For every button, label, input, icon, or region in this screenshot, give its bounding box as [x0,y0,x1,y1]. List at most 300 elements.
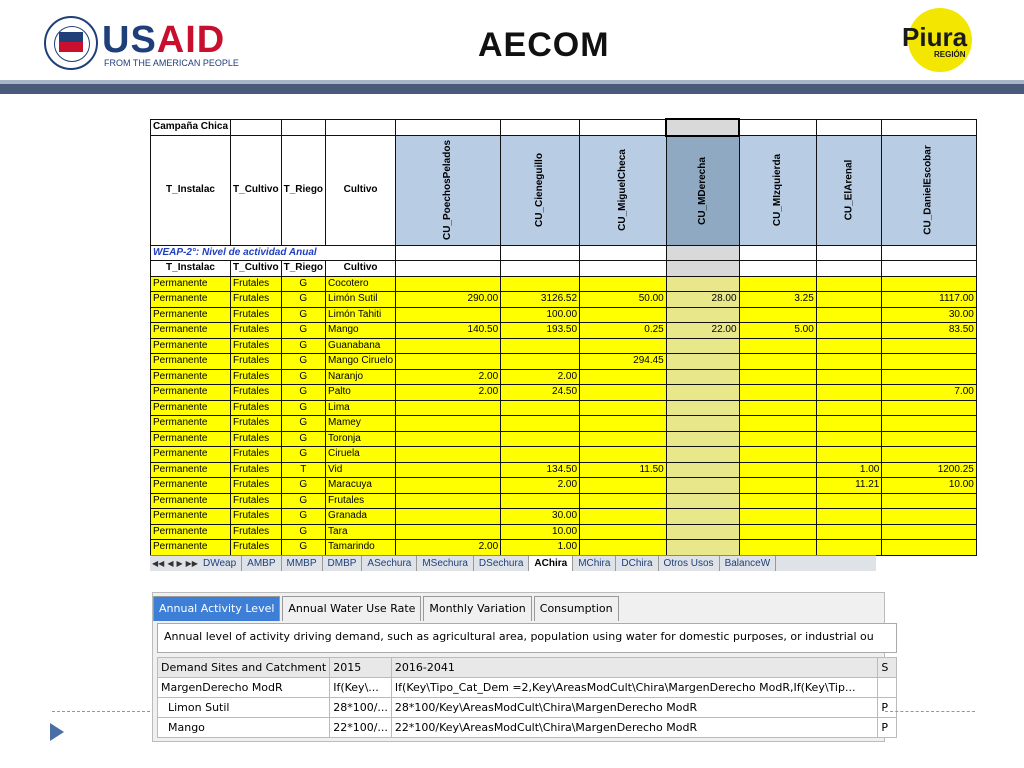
value-cell[interactable]: 83.50 [882,323,976,339]
value-cell[interactable] [816,524,882,540]
cell[interactable] [231,119,282,136]
value-cell[interactable] [739,307,816,323]
value-cell[interactable]: 2.00 [501,369,580,385]
crop-cell[interactable]: Guanabana [326,338,396,354]
value-cell[interactable] [396,462,501,478]
crop-cell[interactable]: Frutales [231,276,282,292]
crop-cell[interactable]: Frutales [231,462,282,478]
crop-row [151,416,977,432]
sheet-tab[interactable]: AMBP [242,556,281,571]
header-t-cultivo[interactable]: T_Cultivo [231,136,282,246]
crop-cell[interactable]: Mango Ciruelo [326,354,396,370]
header-cu-mderecha-label: CU_MDerecha [696,156,708,225]
crop-cell[interactable]: Frutales [231,509,282,525]
value-cell[interactable] [580,416,667,432]
crop-cell[interactable]: Frutales [231,416,282,432]
value-cell[interactable] [396,416,501,432]
value-cell[interactable]: 10.00 [501,524,580,540]
weap-grid-cell[interactable]: Mango [158,718,330,738]
crop-cell[interactable]: Frutales [231,431,282,447]
subheader-cultivo[interactable]: Cultivo [326,261,396,277]
crop-cell[interactable]: Permanente [151,447,231,463]
cell[interactable] [739,119,816,136]
value-cell[interactable] [882,509,976,525]
sheet-tab[interactable]: DSechura [474,556,529,571]
crop-cell[interactable]: G [281,369,325,385]
crop-cell[interactable]: Permanente [151,540,231,556]
cell[interactable] [816,119,882,136]
first-tab-icon[interactable]: ◀◀ [152,559,165,568]
value-cell[interactable]: 0.25 [580,323,667,339]
crop-cell[interactable]: Permanente [151,369,231,385]
value-cell[interactable] [396,431,501,447]
value-cell[interactable] [666,524,739,540]
crop-cell[interactable]: Permanente [151,292,231,308]
crop-cell[interactable]: Frutales [326,493,396,509]
weap-grid-cell[interactable]: If(Key\Tipo_Cat_Dem =2,Key\AreasModCult\Chira\MargenDerecho ModR,If(Key\Tip... [391,678,877,698]
sheet-tab[interactable]: BalanceW [720,556,777,571]
cell[interactable] [396,261,501,277]
value-cell[interactable] [816,493,882,509]
crop-cell[interactable]: Tara [326,524,396,540]
crop-cell[interactable]: Permanente [151,524,231,540]
value-cell[interactable]: 100.00 [501,307,580,323]
header-cu-miguelcheca-label: CU_MiguelCheca [616,149,628,232]
value-cell[interactable] [501,431,580,447]
cell[interactable] [281,119,325,136]
weap-grid-header-cell[interactable]: 2016-2041 [391,658,877,678]
sheet-tabs-bar [150,555,876,571]
value-cell[interactable]: 22.00 [666,323,739,339]
crop-cell[interactable]: Frutales [231,524,282,540]
weap-grid-header-cell[interactable]: S [878,658,897,678]
value-cell[interactable] [739,478,816,494]
value-cell[interactable] [739,447,816,463]
value-cell[interactable] [580,338,667,354]
header-cu-poechos[interactable] [396,136,501,246]
crop-cell[interactable]: Frutales [231,447,282,463]
weap-tab[interactable]: Monthly Variation [423,596,531,621]
crop-cell[interactable]: G [281,307,325,323]
value-cell[interactable]: 134.50 [501,462,580,478]
value-cell[interactable] [816,540,882,556]
weap-grid-cell[interactable]: 28*100/... [330,698,392,718]
crop-cell[interactable]: Ciruela [326,447,396,463]
crop-cell[interactable]: Permanente [151,276,231,292]
header-t-riego[interactable]: T_Riego [281,136,325,246]
crop-row [151,478,977,494]
crop-cell[interactable]: G [281,447,325,463]
value-cell[interactable] [396,400,501,416]
value-cell[interactable]: 290.00 [396,292,501,308]
value-cell[interactable] [882,493,976,509]
sheet-tab[interactable]: ASechura [362,556,417,571]
crop-cell[interactable]: Frutales [231,307,282,323]
value-cell[interactable] [396,338,501,354]
crop-cell[interactable]: G [281,276,325,292]
value-cell[interactable] [666,462,739,478]
weap-grid [157,657,897,738]
cell[interactable] [396,245,501,261]
crop-row [151,338,977,354]
crop-cell[interactable]: G [281,416,325,432]
value-cell[interactable] [882,447,976,463]
value-cell[interactable] [396,276,501,292]
crop-cell[interactable]: Frutales [231,354,282,370]
value-cell[interactable]: 140.50 [396,323,501,339]
cell[interactable] [666,245,739,261]
value-cell[interactable] [882,338,976,354]
weap-tab[interactable]: Annual Water Use Rate [282,596,421,621]
sheet-tab[interactable]: DMBP [323,556,363,571]
crop-cell[interactable]: G [281,323,325,339]
weap-grid-cell[interactable]: P [878,698,897,718]
value-cell[interactable] [501,354,580,370]
sheet-tab[interactable]: DChira [616,556,658,571]
weap-grid-cell[interactable]: 28*100/Key\AreasModCult\Chira\MargenDerecho ModR [391,698,877,718]
value-cell[interactable] [580,493,667,509]
value-cell[interactable] [580,431,667,447]
value-cell[interactable] [739,354,816,370]
crop-cell[interactable]: G [281,509,325,525]
value-cell[interactable] [666,369,739,385]
weap-grid-cell[interactable] [878,678,897,698]
header-cultivo[interactable]: Cultivo [326,136,396,246]
weap-tabs [153,593,621,621]
cell[interactable] [739,261,816,277]
value-cell[interactable]: 24.50 [501,385,580,401]
value-cell[interactable] [666,416,739,432]
value-cell[interactable] [580,478,667,494]
value-cell[interactable] [739,509,816,525]
crop-row [151,400,977,416]
weap-rows [158,658,897,738]
value-cell[interactable] [580,524,667,540]
value-cell[interactable] [882,276,976,292]
crop-cell[interactable]: Frutales [231,323,282,339]
value-cell[interactable] [816,292,882,308]
crop-cell[interactable]: G [281,400,325,416]
header-cu-danielescobar[interactable] [882,136,976,246]
spreadsheet[interactable] [150,118,974,570]
header-cu-cieneguillo-label: CU_Cieneguillo [534,153,546,228]
crop-cell[interactable]: Permanente [151,385,231,401]
value-cell[interactable]: 28.00 [666,292,739,308]
cell[interactable] [396,119,501,136]
weap-grid-row [158,698,897,718]
value-cell[interactable] [396,509,501,525]
value-cell[interactable]: 1.00 [501,540,580,556]
value-cell[interactable] [666,431,739,447]
crop-cell[interactable]: G [281,292,325,308]
crop-cell[interactable]: Permanente [151,338,231,354]
value-cell[interactable] [816,385,882,401]
value-cell[interactable] [580,447,667,463]
crop-cell[interactable]: G [281,493,325,509]
weap-grid-cell[interactable]: MargenDerecho ModR [158,678,330,698]
crop-cell[interactable]: G [281,524,325,540]
crop-cell[interactable]: Toronja [326,431,396,447]
value-cell[interactable] [666,400,739,416]
value-cell[interactable]: 10.00 [882,478,976,494]
piura-word: Piura [902,22,968,52]
value-cell[interactable] [666,509,739,525]
weap-tab[interactable]: Annual Activity Level [153,596,280,621]
sheet-tab[interactable]: DWeap [198,556,242,571]
weap-grid-cell[interactable]: P [878,718,897,738]
crop-cell[interactable]: Permanente [151,416,231,432]
crop-cell[interactable]: Cocotero [326,276,396,292]
crop-row [151,292,977,308]
value-cell[interactable]: 11.21 [816,478,882,494]
weap-grid-header-cell[interactable]: Demand Sites and Catchment [158,658,330,678]
value-cell[interactable] [501,416,580,432]
value-cell[interactable] [396,478,501,494]
usaid-us: US [102,19,157,61]
sheet-tab[interactable]: MSechura [417,556,474,571]
crop-cell[interactable]: Limón Tahiti [326,307,396,323]
crop-cell[interactable]: Naranjo [326,369,396,385]
value-cell[interactable] [816,354,882,370]
crop-cell[interactable]: Permanente [151,493,231,509]
header-cu-miguelcheca[interactable] [580,136,667,246]
crop-cell[interactable]: Permanente [151,354,231,370]
crop-cell[interactable]: Lima [326,400,396,416]
value-cell[interactable] [580,509,667,525]
value-cell[interactable]: 294.45 [580,354,667,370]
cell[interactable] [580,245,667,261]
footer-dashed-line-right [885,711,975,712]
crop-cell[interactable]: Frutales [231,478,282,494]
crop-row [151,431,977,447]
value-cell[interactable] [666,338,739,354]
value-cell[interactable] [739,385,816,401]
header-cu-cieneguillo[interactable] [501,136,580,246]
weap-expression-table [157,657,897,738]
crop-cell[interactable]: Tamarindo [326,540,396,556]
value-cell[interactable] [739,462,816,478]
value-cell[interactable] [882,400,976,416]
crop-cell[interactable]: Permanente [151,400,231,416]
crop-cell[interactable]: Permanente [151,323,231,339]
crop-cell[interactable]: G [281,540,325,556]
value-cell[interactable]: 30.00 [882,307,976,323]
value-cell[interactable] [396,307,501,323]
subheader-t-riego[interactable]: T_Riego [281,261,325,277]
value-cell[interactable] [882,416,976,432]
cell[interactable] [501,119,580,136]
sheet-tab[interactable]: AChira [529,556,573,571]
value-cell[interactable] [816,276,882,292]
value-cell[interactable]: 2.00 [396,385,501,401]
value-cell[interactable]: 2.00 [501,478,580,494]
subheader-t-instalac[interactable]: T_Instalac [151,261,231,277]
crop-cell[interactable]: Permanente [151,431,231,447]
value-cell[interactable]: 1.00 [816,462,882,478]
crop-cell[interactable]: Maracuya [326,478,396,494]
weap-grid-cell[interactable]: Limon Sutil [158,698,330,718]
weap-grid-cell[interactable]: 22*100/... [330,718,392,738]
sheet-tab[interactable]: MChira [573,556,616,571]
selected-cell[interactable] [666,119,739,136]
crop-cell[interactable]: Frutales [231,369,282,385]
header-t-instalac[interactable]: T_Instalac [151,136,231,246]
value-cell[interactable] [666,307,739,323]
value-cell[interactable] [816,509,882,525]
header-cu-mderecha[interactable] [666,136,739,246]
value-cell[interactable] [501,447,580,463]
value-cell[interactable]: 3.25 [739,292,816,308]
crop-cell[interactable]: Permanente [151,509,231,525]
value-cell[interactable]: 7.00 [882,385,976,401]
value-cell[interactable] [580,276,667,292]
value-cell[interactable] [882,431,976,447]
cell[interactable] [326,119,396,136]
crop-cell[interactable]: G [281,338,325,354]
header-cu-mizquierda-label: CU_MIzquierda [771,154,783,227]
crop-cell[interactable]: Mamey [326,416,396,432]
crop-cell[interactable]: G [281,385,325,401]
crop-cell[interactable]: Frutales [231,292,282,308]
value-cell[interactable] [666,493,739,509]
crop-cell[interactable]: Frutales [231,400,282,416]
value-cell[interactable] [739,493,816,509]
crop-cell[interactable]: Frutales [231,385,282,401]
header-cu-elarenal[interactable] [816,136,882,246]
value-cell[interactable] [580,385,667,401]
value-cell[interactable] [501,276,580,292]
weap-grid-cell[interactable]: If(Key\... [330,678,392,698]
cell[interactable] [816,245,882,261]
value-cell[interactable]: 2.00 [396,369,501,385]
value-cell[interactable] [882,524,976,540]
value-cell[interactable] [666,354,739,370]
cell[interactable] [501,261,580,277]
crop-cell[interactable]: Frutales [231,338,282,354]
weap-grid-row [158,678,897,698]
usaid-wordmark [102,20,225,60]
crop-cell[interactable]: G [281,478,325,494]
cell[interactable] [882,245,976,261]
value-cell[interactable]: 3126.52 [501,292,580,308]
crop-cell[interactable]: G [281,354,325,370]
crop-cell[interactable]: Vid [326,462,396,478]
crop-row [151,385,977,401]
weap-label[interactable]: WEAP-2°: Nivel de actividad Anual [151,245,396,261]
cell[interactable] [580,261,667,277]
value-cell[interactable] [666,385,739,401]
value-cell[interactable] [580,400,667,416]
crop-cell[interactable]: Limón Sutil [326,292,396,308]
value-cell[interactable] [666,540,739,556]
crop-table [150,118,977,556]
value-cell[interactable] [739,524,816,540]
value-cell[interactable] [739,431,816,447]
value-cell[interactable] [396,493,501,509]
weap-grid-cell[interactable]: 22*100/Key\AreasModCult\Chira\MargenDerecho ModR [391,718,877,738]
value-cell[interactable]: 30.00 [501,509,580,525]
value-cell[interactable] [396,447,501,463]
value-cell[interactable]: 2.00 [396,540,501,556]
last-tab-icon[interactable]: ▶▶ [185,559,198,568]
crop-cell[interactable]: Frutales [231,540,282,556]
slide-bullet-icon [50,723,64,741]
crop-cell[interactable]: Granada [326,509,396,525]
crop-cell[interactable]: Frutales [231,493,282,509]
value-cell[interactable]: 1200.25 [882,462,976,478]
value-cell[interactable]: 50.00 [580,292,667,308]
header-cu-mizquierda[interactable] [739,136,816,246]
value-cell[interactable]: 11.50 [580,462,667,478]
value-cell[interactable] [882,354,976,370]
value-cell[interactable] [580,307,667,323]
value-cell[interactable] [501,400,580,416]
value-cell[interactable] [739,416,816,432]
value-cell[interactable] [739,276,816,292]
value-cell[interactable] [666,478,739,494]
value-cell[interactable]: 1117.00 [882,292,976,308]
cell[interactable] [816,261,882,277]
cell[interactable] [580,119,667,136]
value-cell[interactable] [816,307,882,323]
value-cell[interactable] [739,400,816,416]
crop-cell[interactable]: Palto [326,385,396,401]
value-cell[interactable] [396,354,501,370]
weap-tab[interactable]: Consumption [534,596,619,621]
value-cell[interactable] [882,540,976,556]
cell[interactable] [882,119,976,136]
crop-cell[interactable]: Permanente [151,462,231,478]
value-cell[interactable] [816,369,882,385]
cell[interactable] [666,261,739,277]
cell[interactable] [739,245,816,261]
value-cell[interactable] [882,369,976,385]
value-cell[interactable] [739,540,816,556]
value-cell[interactable] [580,540,667,556]
value-cell[interactable]: 5.00 [739,323,816,339]
weap-grid-header-cell[interactable]: 2015 [330,658,392,678]
sheet-tab[interactable]: Otros Usos [659,556,720,571]
value-cell[interactable] [501,338,580,354]
value-cell[interactable] [666,447,739,463]
value-cell[interactable] [739,369,816,385]
value-cell[interactable] [501,493,580,509]
value-cell[interactable] [816,416,882,432]
cell[interactable] [882,261,976,277]
prev-tab-icon[interactable]: ◀ [167,559,174,568]
crop-cell[interactable]: G [281,431,325,447]
value-cell[interactable] [816,338,882,354]
crop-cell[interactable]: Permanente [151,307,231,323]
value-cell[interactable] [816,431,882,447]
value-cell[interactable]: 193.50 [501,323,580,339]
value-cell[interactable] [816,400,882,416]
value-cell[interactable] [739,338,816,354]
value-cell[interactable] [666,276,739,292]
next-tab-icon[interactable]: ▶ [176,559,183,568]
sheet-tab[interactable]: MMBP [282,556,323,571]
value-cell[interactable] [816,447,882,463]
value-cell[interactable] [816,323,882,339]
subheader-t-cultivo[interactable]: T_Cultivo [231,261,282,277]
cell[interactable] [501,245,580,261]
sheet-title[interactable]: Campaña Chica [151,119,231,136]
crop-cell[interactable]: Permanente [151,478,231,494]
crop-cell[interactable]: Mango [326,323,396,339]
crop-cell[interactable]: T [281,462,325,478]
value-cell[interactable] [580,369,667,385]
value-cell[interactable] [396,524,501,540]
